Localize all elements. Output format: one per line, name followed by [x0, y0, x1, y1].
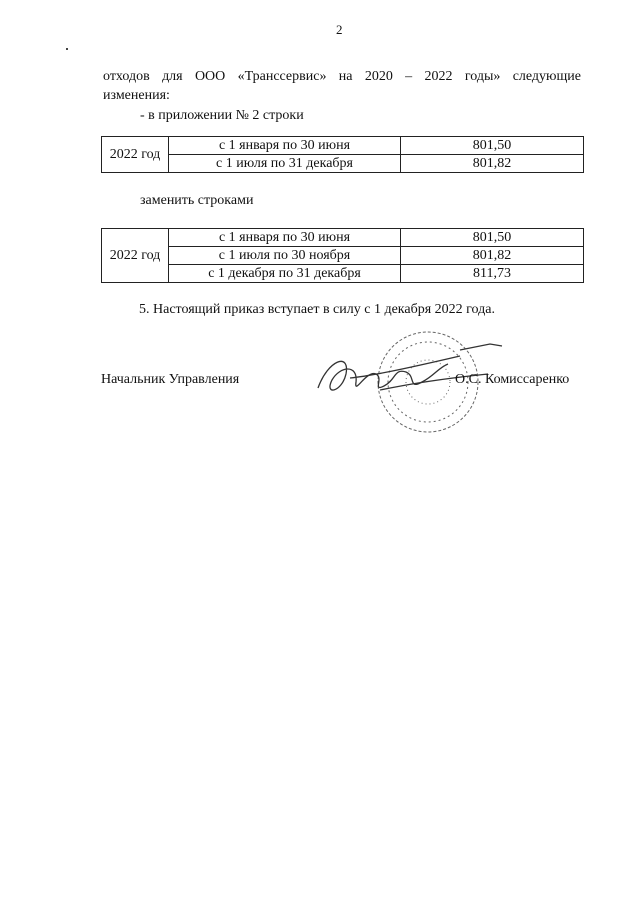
period-cell: с 1 января по 30 июня	[169, 229, 401, 247]
intro-line-3: - в приложении № 2 строки	[140, 108, 304, 123]
table-row	[102, 155, 584, 173]
value-cell: 801,50	[401, 137, 584, 155]
intro-line-1: отходов для ООО «Транссервис» на 2020 – 2022 годы» следующие	[103, 69, 581, 84]
page-number: 2	[336, 22, 343, 37]
old-rows-table	[101, 136, 584, 173]
period-cell: с 1 июля по 30 ноября	[169, 247, 401, 265]
period-cell: с 1 января по 30 июня	[169, 137, 401, 155]
clause-5: 5. Настоящий приказ вступает в силу с 1 декабря 2022 года.	[139, 302, 495, 317]
table-row	[102, 265, 584, 283]
signer-name: О.С. Комиссаренко	[455, 372, 570, 387]
year-cell: 2022 год	[102, 137, 169, 173]
replace-label: заменить строками	[140, 193, 254, 208]
value-cell: 801,50	[401, 229, 584, 247]
signer-title: Начальник Управления	[101, 372, 240, 387]
table-row	[102, 137, 584, 155]
value-cell: 811,73	[401, 265, 584, 283]
value-cell: 801,82	[401, 155, 584, 173]
period-cell: с 1 июля по 31 декабря	[169, 155, 401, 173]
intro-line-2: изменения:	[103, 88, 170, 103]
table-row	[102, 247, 584, 265]
year-cell: 2022 год	[102, 229, 169, 283]
table-row	[102, 229, 584, 247]
new-rows-table	[101, 228, 584, 283]
scan-speck	[66, 48, 68, 50]
stamp-and-signature	[310, 330, 510, 450]
value-cell: 801,82	[401, 247, 584, 265]
period-cell: с 1 декабря по 31 декабря	[169, 265, 401, 283]
